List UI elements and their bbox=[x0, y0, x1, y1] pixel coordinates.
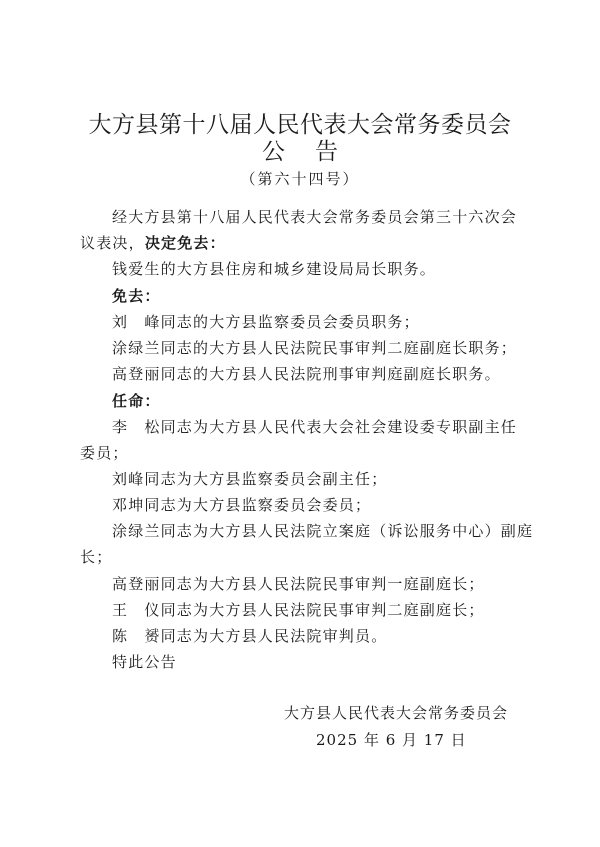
document-subtitle: 公告 bbox=[262, 139, 368, 165]
remove-item: 涂绿兰同志的大方县人民法院民事审判二庭副庭长职务； bbox=[112, 339, 518, 357]
issuer-signature: 大方县人民代表大会常务委员会 bbox=[284, 704, 509, 722]
appoint-item-4-line-2: 长； bbox=[80, 548, 113, 566]
document-title: 大方县第十八届人民代表大会常务委员会 bbox=[88, 112, 512, 138]
appoint-item-6: 王 仪同志为大方县人民法院民事审判二庭副庭长； bbox=[112, 601, 485, 619]
document-number: （第六十四号） bbox=[240, 170, 360, 188]
decision-remove-heading: 决定免去： bbox=[144, 234, 226, 252]
issue-date: 2025 年 6 月 17 日 bbox=[316, 731, 467, 749]
closing-statement: 特此公告 bbox=[112, 653, 177, 671]
remove-item: 高登丽同志的大方县人民法院刑事审判庭副庭长职务。 bbox=[112, 365, 501, 383]
remove-item: 刘 峰同志的大方县监察委员会委员职务； bbox=[112, 313, 420, 331]
appoint-heading: 任命： bbox=[112, 392, 161, 410]
intro-line-1: 经大方县第十八届人民代表大会常务委员会第三十六次会 bbox=[112, 208, 518, 226]
appoint-item-1-line-2: 委员； bbox=[80, 444, 129, 462]
appoint-item-4-line-1: 涂绿兰同志为大方县人民法院立案庭（诉讼服务中心）副庭 bbox=[112, 522, 534, 540]
intro-line-2-text: 议表决， bbox=[80, 234, 145, 252]
appoint-item-5: 高登丽同志为大方县人民法院民事审判一庭副庭长； bbox=[112, 575, 485, 593]
appoint-item-1-line-1: 李 松同志为大方县人民代表大会社会建设委专职副主任 bbox=[112, 418, 518, 436]
appoint-item-3: 邓坤同志为大方县监察委员会委员； bbox=[112, 496, 372, 514]
remove-heading: 免去： bbox=[112, 287, 161, 305]
intro-line-2 bbox=[80, 233, 226, 253]
remove-general-item: 钱爱生的大方县住房和城乡建设局局长职务。 bbox=[112, 260, 437, 278]
appoint-item-7: 陈 赟同志为大方县人民法院审判员。 bbox=[112, 627, 388, 645]
appoint-item-2: 刘峰同志为大方县监察委员会副主任； bbox=[112, 470, 388, 488]
